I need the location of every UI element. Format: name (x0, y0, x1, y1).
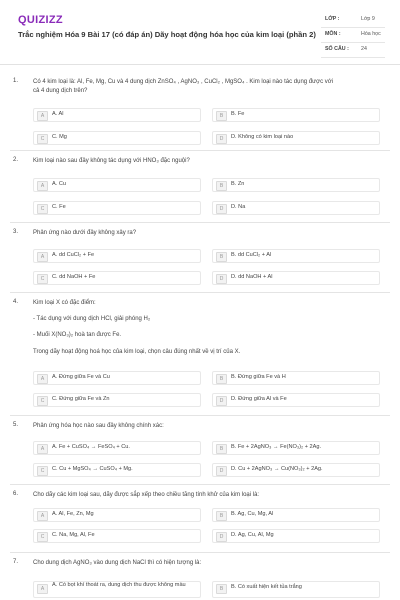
option-text: A. Al, Fe, Zn, Mg (52, 511, 94, 517)
option-letter: C (37, 466, 48, 476)
option-text: D. Đứng giữa Al và Fe (231, 396, 287, 402)
option-letter: D (216, 274, 227, 284)
question-number: 2. (13, 157, 19, 163)
option-letter: D (216, 204, 227, 214)
question-text-line: Trong dãy hoạt động hoá học của kim loại, chọn câu đúng nhất về vị trí của X. (33, 349, 241, 355)
option-a[interactable] (33, 249, 201, 263)
option-text: C. Na, Mg, Al, Fe (52, 532, 95, 538)
option-text: B. Fe (231, 111, 245, 117)
option-a[interactable] (33, 178, 201, 192)
option-a[interactable] (33, 441, 201, 455)
option-text: D. Na (231, 204, 246, 210)
question-text-line: Phản ứng nào dưới đây không xảy ra? (33, 230, 137, 236)
option-d[interactable] (212, 393, 380, 407)
option-letter: A (37, 252, 48, 262)
meta-key: MÔN : (325, 31, 341, 37)
option-text: A. Al (52, 111, 64, 117)
option-letter: A (37, 111, 48, 121)
meta-value: 24 (361, 46, 367, 52)
option-a[interactable] (33, 508, 201, 522)
option-d[interactable] (212, 463, 380, 477)
option-c[interactable] (33, 463, 201, 477)
option-letter: A (37, 444, 48, 454)
option-text: C. Cu + MgSO₄ → CuSO₄ + Mg. (52, 466, 133, 472)
question-number: 4. (13, 299, 19, 305)
meta-value: Hóa học (361, 31, 381, 37)
question-divider (10, 292, 390, 293)
option-letter: B (216, 584, 227, 594)
option-c[interactable] (33, 131, 201, 145)
option-text: C. dd NaOH + Fe (52, 274, 96, 280)
option-letter: A (37, 374, 48, 384)
option-a[interactable] (33, 371, 201, 385)
option-b[interactable] (212, 581, 380, 598)
option-d[interactable] (212, 271, 380, 285)
option-text: D. Không có kim loại nào (231, 134, 294, 140)
option-letter: A (37, 511, 48, 521)
option-letter: D (216, 466, 227, 476)
option-text: D. dd NaOH + Al (231, 274, 273, 280)
worksheet-title: Trắc nghiệm Hóa 9 Bài 17 (có đáp án) Dãy hoạt động hóa học của kim loại (phần 2) (18, 30, 316, 39)
option-b[interactable] (212, 108, 380, 122)
option-c[interactable] (33, 393, 201, 407)
question-text-line: Kim loại nào sau đây không tác dụng với HNO₃ đặc nguội? (33, 158, 190, 164)
option-letter: D (216, 532, 227, 542)
option-text: B. Đứng giữa Fe và H (231, 374, 286, 380)
option-d[interactable] (212, 529, 380, 543)
option-text: B. dd CuCl₂ + Al (231, 252, 272, 258)
option-text: D. Ag, Cu, Al, Mg (231, 532, 274, 538)
option-letter: C (37, 274, 48, 284)
worksheet-header (0, 0, 400, 65)
question-text-line: Phản ứng hóa học nào sau đây không chính xác: (33, 423, 164, 429)
option-letter: D (216, 396, 227, 406)
option-text: B. Có xuất hiện kết tủa trắng (231, 584, 302, 590)
option-letter: B (216, 252, 227, 262)
option-letter: B (216, 111, 227, 121)
option-letter: B (216, 374, 227, 384)
option-letter: C (37, 532, 48, 542)
meta-value: Lớp 9 (361, 16, 375, 22)
option-letter: B (216, 181, 227, 191)
option-letter: B (216, 444, 227, 454)
option-letter: C (37, 396, 48, 406)
question-text-line: - Tác dụng với dung dịch HCl, giải phóng H₂ (33, 316, 151, 322)
option-b[interactable] (212, 371, 380, 385)
meta-row-question-count (321, 43, 385, 58)
option-text: C. Đứng giữa Fe và Zn (52, 396, 110, 402)
question-number: 1. (13, 78, 19, 84)
option-text: D. Cu + 2AgNO₃ → Cu(NO₃)₂ + 2Ag. (231, 466, 323, 472)
question-text-line: Kim loại X có đặc điểm: (33, 300, 96, 306)
option-b[interactable] (212, 508, 380, 522)
meta-row-subject (321, 28, 385, 43)
option-text: A. Fe + CuSO₄ → FeSO₄ + Cu. (52, 444, 130, 450)
option-text: A. Có bọt khí thoát ra, dung dịch thu được không màu (52, 582, 186, 588)
question-text-line: - Muối X(NO₃)₂ hoà tan được Fe. (33, 332, 122, 338)
option-b[interactable] (212, 178, 380, 192)
option-text: B. Ag, Cu, Mg, Al (231, 511, 274, 517)
option-letter: A (37, 584, 48, 594)
question-divider (10, 552, 390, 553)
question-number: 3. (13, 229, 19, 235)
option-text: A. Đứng giữa Fe và Cu (52, 374, 110, 380)
question-number: 5. (13, 422, 19, 428)
option-text: C. Mg (52, 134, 67, 140)
option-text: C. Fe (52, 204, 66, 210)
option-d[interactable] (212, 131, 380, 145)
quizizz-logo: QUIZIZZ (18, 14, 63, 26)
option-c[interactable] (33, 529, 201, 543)
meta-key: SỐ CÂU : (325, 46, 349, 52)
option-a[interactable] (33, 581, 201, 598)
option-letter: C (37, 204, 48, 214)
option-letter: D (216, 134, 227, 144)
question-text-line: cả 4 dung dịch trên? (33, 88, 88, 94)
question-divider (10, 415, 390, 416)
option-c[interactable] (33, 271, 201, 285)
option-text: A. Cu (52, 181, 66, 187)
option-text: B. Zn (231, 181, 245, 187)
option-c[interactable] (33, 201, 201, 215)
meta-key: LỚP : (325, 16, 340, 22)
option-b[interactable] (212, 441, 380, 455)
option-text: A. dd CuCl₂ + Fe (52, 252, 95, 258)
question-number: 7. (13, 559, 19, 565)
option-text: B. Fe + 2AgNO₃ → Fe(NO₃)₂ + 2Ag. (231, 444, 322, 450)
question-text-line: Cho dung dịch AgNO₃ vào dung dịch NaCl thì có hiện tượng là: (33, 560, 202, 566)
option-letter: C (37, 134, 48, 144)
question-text-line: Có 4 kim loại là: Al, Fe, Mg, Cu và 4 dung dịch ZnSO₄ , AgNO₃ , CuCl₂ , MgSO₄ . Kim loại nào tác dụng được với (33, 79, 334, 85)
question-divider (10, 150, 390, 151)
option-letter: B (216, 511, 227, 521)
option-a[interactable] (33, 108, 201, 122)
option-letter: A (37, 181, 48, 191)
meta-row-grade (321, 13, 385, 28)
option-b[interactable] (212, 249, 380, 263)
question-divider (10, 222, 390, 223)
question-number: 6. (13, 491, 19, 497)
question-text-line: Cho dãy các kim loại sau, dãy được sắp xếp theo chiều tăng tính khử của kim loại là: (33, 492, 260, 498)
question-divider (10, 484, 390, 485)
option-d[interactable] (212, 201, 380, 215)
